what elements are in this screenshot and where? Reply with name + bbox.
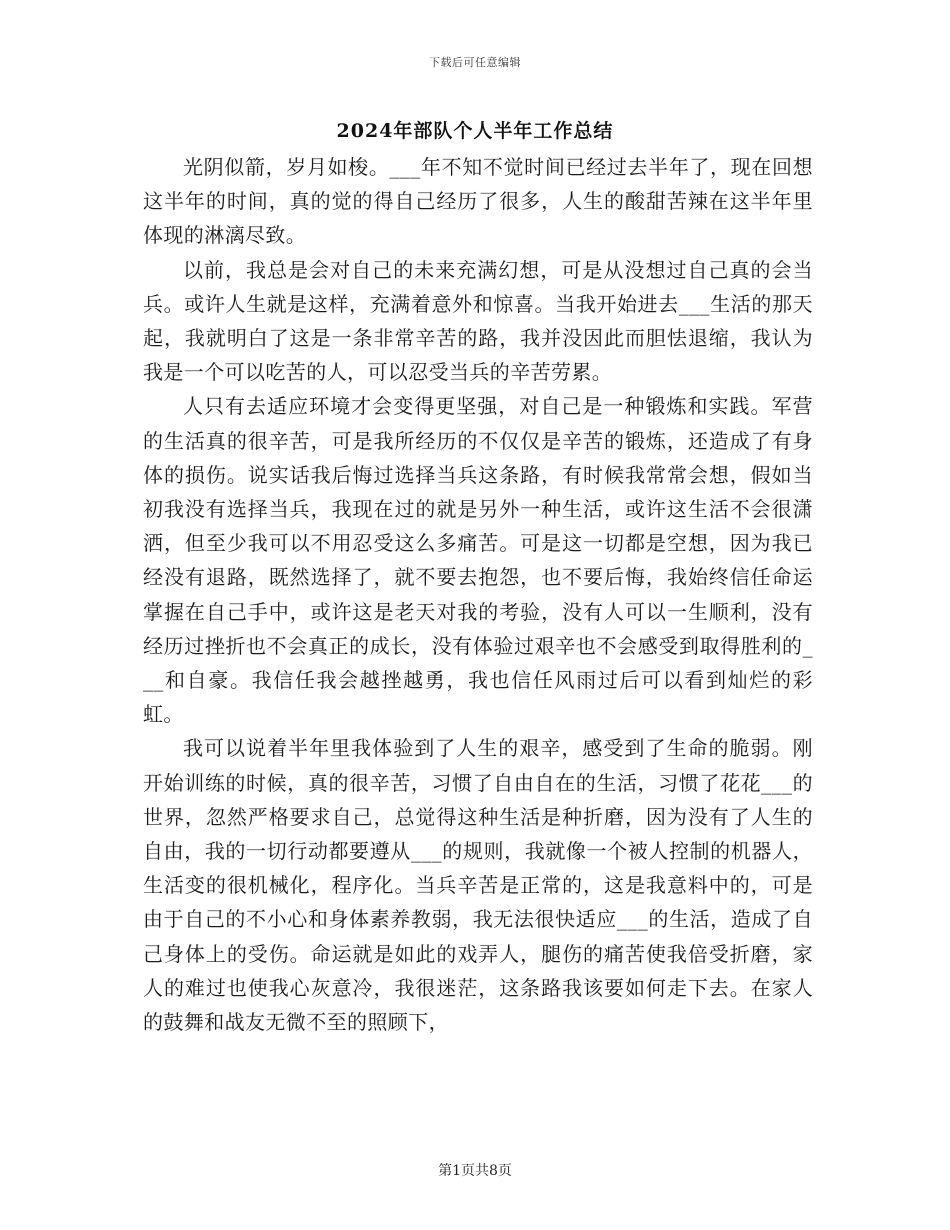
paragraph-4: 我可以说着半年里我体验到了人生的艰辛，感受到了生命的脆弱。刚开始训练的时候，真的很辛苦，习惯了自由自在的生活，习惯了花花___的世界，忽然严格要求自己，总觉得这种生活是种折磨，因为没有了人生的自由，我的一切行动都要遵从___的规则，我就像一个被人控制的机器人，生活变的很机械化，程序化。当兵辛苦是正常的，这是我意料中的，可是由于自己的不小心和身体素养教弱，我无法很快适应___的生活，造成了自己身体上的受伤。命运就是如此的戏弄人，腿伤的痛苦使我倍受折磨，家人的难过也使我心灰意冷，我很迷茫，这条路我该要如何走下去。在家人的鼓舞和战友无微不至的照顾下，	[143, 736, 813, 1035]
page-header-note: 下载后可任意编辑	[429, 56, 521, 69]
document-title: 2024年部队个人半年工作总结	[336, 120, 614, 142]
document-body	[143, 150, 813, 1039]
paragraph-3: 人只有去适应环境才会变得更坚强，对自己是一种锻炼和实践。军营的生活真的很辛苦，可是我所经历的不仅仅是辛苦的锻炼，还造成了有身体的损伤。说实话我后悔过选择当兵这条路，有时候我常常会想，假如当初我没有选择当兵，我现在过的就是另外一种生活，或许这生活不会很潇洒，但至少我可以不用忍受这么多痛苦。可是这一切都是空想，因为我已经没有退路，既然选择了，就不要去抱怨，也不要后悔，我始终信任命运掌握在自己手中，或许这是老天对我的考验，没有人可以一生顺利，没有经历过挫折也不会真正的成长，没有体验过艰辛也不会感受到取得胜利的___和自豪。我信任我会越挫越勇，我也信任风雨过后可以看到灿烂的彩虹。	[143, 394, 813, 727]
page-number: 第1页共8页	[438, 1163, 512, 1179]
paragraph-2: 以前，我总是会对自己的未来充满幻想，可是从没想过自己真的会当兵。或许人生就是这样，充满着意外和惊喜。当我开始进去___生活的那天起，我就明白了这是一条非常辛苦的路，我并没因此而胆怯退缩，我认为我是一个可以吃苦的人，可以忍受当兵的辛苦劳累。	[143, 257, 813, 385]
paragraph-1: 光阴似箭，岁月如梭。___年不知不觉时间已经过去半年了，现在回想这半年的时间，真的觉的得自己经历了很多，人生的酸甜苦辣在这半年里体现的淋漓尽致。	[143, 155, 813, 248]
